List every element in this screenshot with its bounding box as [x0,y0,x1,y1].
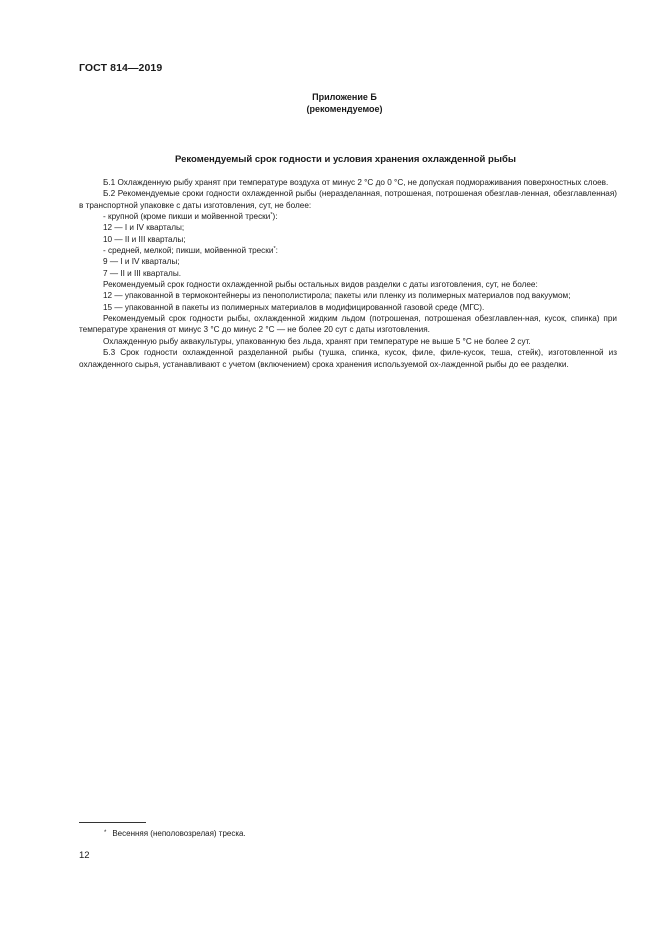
footnote-divider [79,822,146,823]
list-item-q2-q3-7: 7 — II и III кварталы. [103,268,181,278]
paragraph-liquid-ice: Рекомендуемый срок годности рыбы, охлажденной жидким льдом (потрошеная, потрошеная обезглавлен-ная, кусок, спинка) при температуре хранения от минус 3 °С до минус 2 °С — не более 20 сут с даты изготовления. [79,314,617,335]
body-text [79,177,617,370]
paragraph-other-cuts: Рекомендуемый срок годности охлажденной рыбы остальных видов разделки с даты изготовления, сут, не более: [103,280,538,290]
appendix-heading [0,91,661,115]
appendix-title: Приложение Б [312,92,377,102]
list-item-large-fish-text: - крупной (кроме пикши и мойвенной трески [103,212,271,222]
list-item-medium-fish [79,245,617,256]
paragraph-aquaculture: Охлажденную рыбу аквакультуры, упакованную без льда, хранят при температуре не выше 5 °С не более 2 сут. [103,336,531,346]
list-item-large-fish-end: ): [272,212,278,222]
footnote-reference: * [270,212,273,219]
footnote-mark: * [104,830,107,836]
appendix-subtitle: (рекомендуемое) [306,104,383,114]
footnote [104,829,246,838]
paragraph-b1: Б.1 Охлажденную рыбу хранят при температуре воздуха от минус 2 °С до 0 °С, не допуская подмораживания поверхностных слоев. [103,178,609,187]
section-title: Рекомендуемый срок годности и условия хранения охлажденной рыбы [175,154,516,165]
list-item-medium-fish-end: : [275,246,278,256]
list-item-q2-q3-10: 10 — II и III кварталы; [103,234,186,244]
document-code: ГОСТ 814—2019 [79,62,163,74]
paragraph-mgs: 15 — упакованной в пакеты из полимерных материалов в модифицированной газовой среде (МГС). [103,302,485,312]
list-item-large-fish [79,211,617,222]
list-item-medium-fish-text: - средней, мелкой; пикши, мойвенной трески [103,246,274,256]
paragraph-thermocontainers: 12 — упакованной в термоконтейнеры из пенополистирола; пакеты или пленку из полимерных материалов под вакуумом; [103,291,571,301]
footnote-text: Весенняя (неполовозрелая) треска. [112,829,246,838]
paragraph-b3: Б.3 Срок годности охлажденной разделанной рыбы (тушка, спинка, кусок, филе, филе-кусок, теша, стейк), изготовленной из охлажденного сырья, устанавливают с учетом (включением) срока хранения используемой ох-лажденной рыбы до ее разделки. [79,348,617,369]
paragraph-b2: Б.2 Рекомендуемые сроки годности охлажденной рыбы (неразделанная, потрошеная, потрошеная обезглав-ленная, обезглавленная) в транспортной упаковке с даты изготовления, сут, не более: [79,189,617,210]
page-number: 12 [79,850,90,861]
footnote-reference: * [273,246,276,253]
list-item-q1-q4-12: 12 — I и IV кварталы; [103,223,185,233]
list-item-q1-q4-9: 9 — I и IV кварталы; [103,257,180,267]
